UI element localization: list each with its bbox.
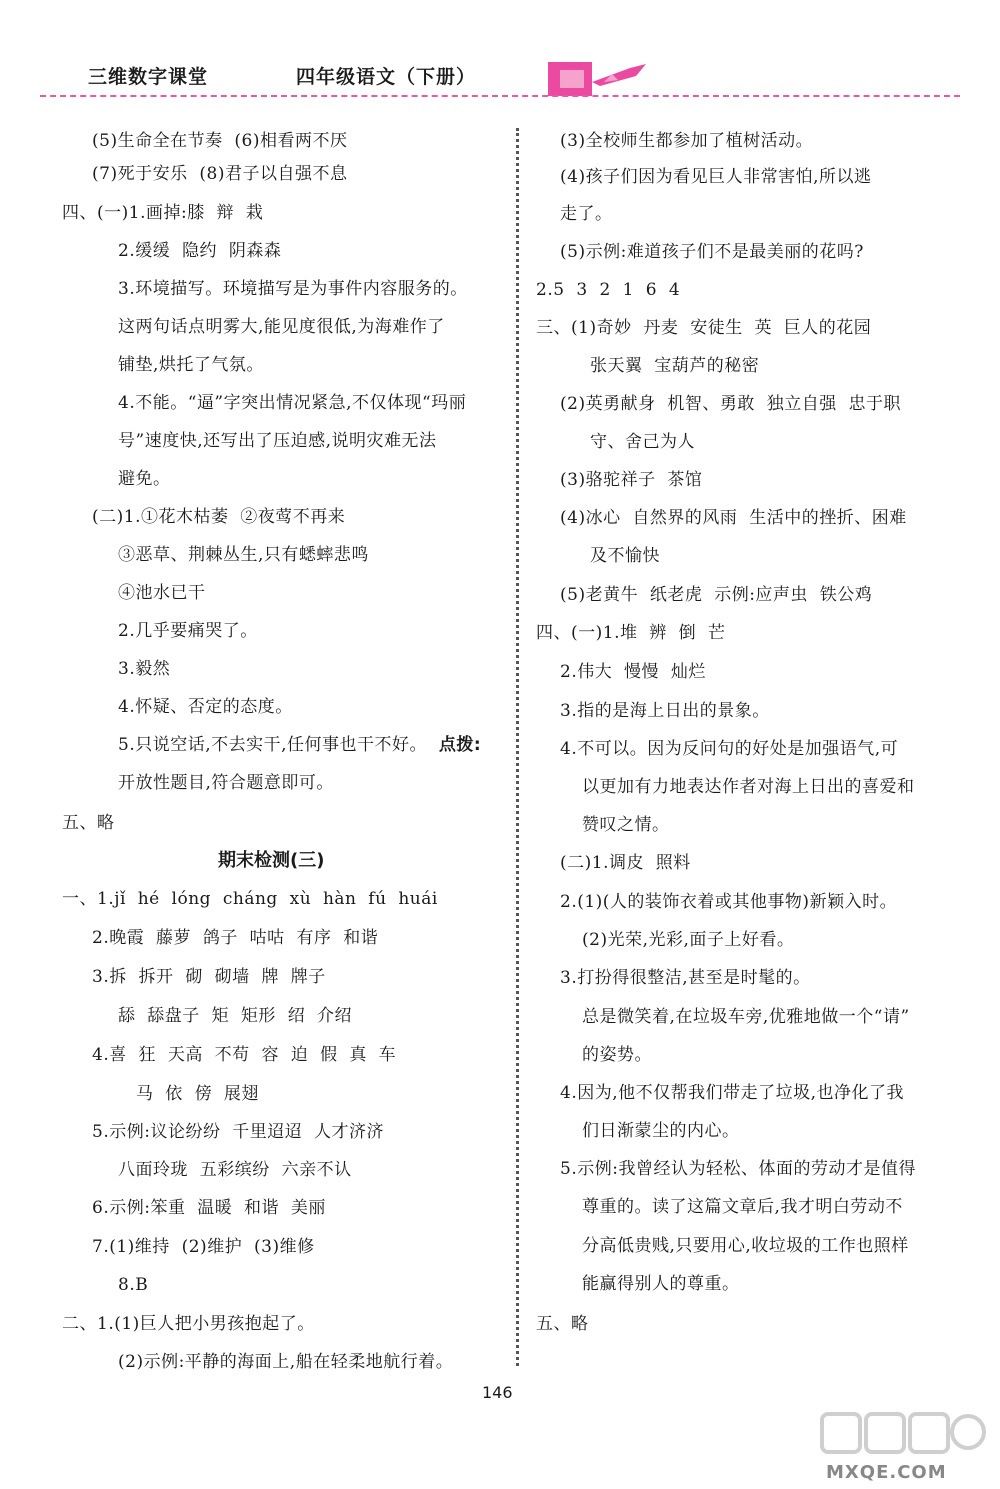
answer-line: 2.5 3 2 1 6 4 xyxy=(536,280,681,300)
answer-line: 的姿势。 xyxy=(582,1045,652,1065)
answer-line: (5)生命全在节奏 (6)相看两不厌 xyxy=(92,131,348,151)
pink-accent-inner xyxy=(560,70,584,88)
answer-line: 3.环境描写。环境描写是为事件内容服务的。 xyxy=(118,279,468,299)
answer-line: 4.怀疑、否定的态度。 xyxy=(118,697,293,717)
answer-line: 张天翼 宝葫芦的秘密 xyxy=(590,356,760,376)
page-number: 146 xyxy=(482,1383,513,1402)
answer-line: 们日渐蒙尘的内心。 xyxy=(582,1121,740,1141)
answer-line: 3.拆 拆开 砌 砌墙 牌 牌子 xyxy=(92,967,326,987)
answer-line: 4.喜 狂 天高 不苟 容 迫 假 真 车 xyxy=(92,1045,397,1065)
answer-line: 2.(1)(人的装饰衣着或其他事物)新颖入时。 xyxy=(560,892,898,912)
answer-line: 以更加有力地表达作者对海上日出的喜爱和 xyxy=(582,777,915,797)
answer-line: 5.示例:议论纷纷 千里迢迢 人才济济 xyxy=(92,1122,385,1142)
answer-line: 及不愉快 xyxy=(590,546,660,566)
answer-line: (4)冰心 自然界的风雨 生活中的挫折、困难 xyxy=(560,508,907,528)
column-divider xyxy=(516,128,519,1366)
answer-line: 五、略 xyxy=(62,813,115,833)
answer-line: 2.缓缓 隐约 阴森森 xyxy=(118,241,282,261)
answer-line: 马 依 傍 展翅 xyxy=(136,1084,259,1104)
answer-line: 这两句话点明雾大,能见度很低,为海难作了 xyxy=(118,317,445,337)
answer-line: 8.B xyxy=(118,1275,149,1295)
answer-line: 三、(1)奇妙 丹麦 安徒生 英 巨人的花园 xyxy=(536,318,872,338)
answer-line: 分高低贵贱,只要用心,收垃圾的工作也照样 xyxy=(582,1236,909,1256)
answer-line: 舔 舔盘子 矩 矩形 绍 介绍 xyxy=(118,1006,353,1026)
tip-label: 点拨: xyxy=(438,735,482,755)
answer-line: 能赢得别人的尊重。 xyxy=(582,1274,740,1294)
answer-line: (2)示例:平静的海面上,船在轻柔地航行着。 xyxy=(118,1352,454,1372)
answer-line: 3.毅然 xyxy=(118,659,171,679)
answer-line: 避免。 xyxy=(118,469,171,489)
watermark-text: MXQE.COM xyxy=(826,1462,947,1483)
answer-line: 3.打扮得很整洁,甚至是时髦的。 xyxy=(560,968,811,988)
answer-line: 3.指的是海上日出的景象。 xyxy=(560,701,770,721)
answer-line: (2)英勇献身 机智、勇敢 独立自强 忠于职 xyxy=(560,394,902,414)
answer-line: 四、(一)1.堆 辨 倒 芒 xyxy=(536,623,726,643)
answer-line: 一、1.jǐ hé lóng cháng xù hàn fú huái xyxy=(62,889,438,909)
answer-line xyxy=(118,734,481,756)
answer-line: (二)1.①花木枯萎 ②夜莺不再来 xyxy=(92,507,346,527)
rocket-icon xyxy=(590,60,650,90)
answer-line: ④池水已干 xyxy=(118,583,206,603)
subject-title: 四年级语文（下册） xyxy=(296,66,477,88)
answer-line: 4.因为,他不仅帮我们带走了垃圾,也净化了我 xyxy=(560,1083,905,1103)
answer-line: 尊重的。读了这篇文章后,我才明白劳动不 xyxy=(582,1197,903,1217)
answer-line: 7.(1)维持 (2)维护 (3)维修 xyxy=(92,1237,315,1257)
answer-line: 2.伟大 慢慢 灿烂 xyxy=(560,662,706,682)
answer-line: ③恶草、荆棘丛生,只有蟋蟀悲鸣 xyxy=(118,545,369,565)
answer-line: 开放性题目,符合题意即可。 xyxy=(118,773,334,793)
answer-line: 二、1.(1)巨人把小男孩抱起了。 xyxy=(62,1314,315,1334)
answer-line: 4.不可以。因为反问句的好处是加强语气,可 xyxy=(560,739,899,759)
answer-line: 2.晚霞 藤萝 鸽子 咕咕 有序 和谐 xyxy=(92,928,379,948)
answer-line: (二)1.调皮 照料 xyxy=(560,853,691,873)
answer-line: (7)死于安乐 (8)君子以自强不息 xyxy=(92,164,348,184)
answer-text: 5.只说空话,不去实干,任何事也干不好。 xyxy=(118,735,428,755)
answer-line: (4)孩子们因为看见巨人非常害怕,所以逃 xyxy=(560,167,872,187)
answer-line: 守、舍己为人 xyxy=(590,432,695,452)
answer-line: (3)骆驼祥子 茶馆 xyxy=(560,470,703,490)
answer-line: 赞叹之情。 xyxy=(582,815,670,835)
answer-line: 6.示例:笨重 温暖 和谐 美丽 xyxy=(92,1198,326,1218)
answer-line: (3)全校师生都参加了植树活动。 xyxy=(560,131,814,151)
header-dashed-rule xyxy=(40,95,960,97)
answer-line: 五、略 xyxy=(536,1314,589,1334)
answer-line: 八面玲珑 五彩缤纷 六亲不认 xyxy=(118,1160,352,1180)
answer-line: 号”速度快,还写出了压迫感,说明灾难无法 xyxy=(118,431,437,451)
answer-line: 走了。 xyxy=(560,204,613,224)
section-title: 期末检测(三) xyxy=(218,850,325,871)
answer-line: 2.几乎要痛哭了。 xyxy=(118,621,258,641)
answer-line: 四、(一)1.画掉:膝 辩 栽 xyxy=(62,203,264,223)
answer-line: 4.不能。“逼”字突出情况紧急,不仅体现“玛丽 xyxy=(118,393,467,413)
answer-line: 总是微笑着,在垃圾车旁,优雅地做一个“请” xyxy=(582,1007,910,1027)
answer-line: (2)光荣,光彩,面子上好看。 xyxy=(582,930,795,950)
page-header xyxy=(0,0,1000,100)
answer-line: 铺垫,烘托了气氛。 xyxy=(118,355,264,375)
answer-line: (5)老黄牛 纸老虎 示例:应声虫 铁公鸡 xyxy=(560,585,873,605)
answer-line: (5)示例:难道孩子们不是最美丽的花吗? xyxy=(560,242,864,262)
brand-title: 三维数字课堂 xyxy=(88,66,209,88)
answer-line: 5.示例:我曾经认为轻松、体面的劳动才是值得 xyxy=(560,1159,916,1179)
